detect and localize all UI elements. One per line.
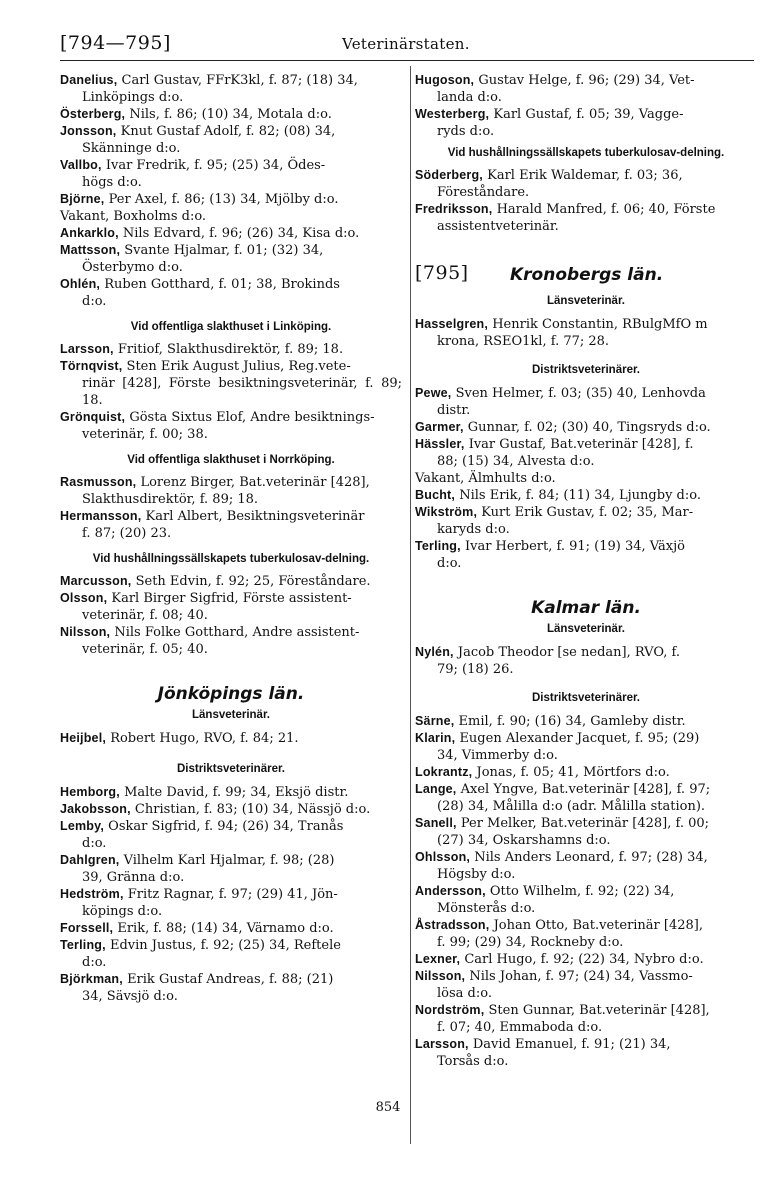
directory-entry <box>415 419 757 436</box>
entry-continuation: landa d:o. <box>437 90 502 105</box>
entry-surname: Jakobsson, <box>60 802 131 816</box>
entry-continuation: Skänninge d:o. <box>82 141 181 156</box>
entry-details: Ivar Herbert, f. 91; (19) 34, Växjö <box>460 539 685 554</box>
entry-details: David Emanuel, f. 91; (21) 34, <box>468 1037 671 1052</box>
entry-details: Robert Hugo, RVO, f. 84; 21. <box>106 731 299 746</box>
subsection-heading: Distriktsveterinärer. <box>531 692 641 704</box>
entry-details: Vakant, Älmhults d:o. <box>415 471 556 486</box>
county-heading: Kronobergs län. <box>510 265 664 285</box>
entry-list <box>415 385 757 572</box>
entry-continuation: d:o. <box>82 955 107 970</box>
entry-details: Lorenz Birger, Bat.veterinär [428], <box>136 475 370 490</box>
entry-continuation: 34, Vimmerby d:o. <box>437 748 558 763</box>
directory-entry <box>60 590 402 624</box>
county-heading: Kalmar län. <box>531 598 641 618</box>
entry-details: Sten Erik August Julius, Reg.vete- <box>122 359 351 374</box>
directory-entry <box>60 624 402 658</box>
entry-details: Vilhelm Karl Hjalmar, f. 98; (28) <box>119 853 335 868</box>
directory-entry <box>60 123 402 157</box>
directory-entry <box>415 815 757 849</box>
entry-continuation: 39, Gränna d:o. <box>82 870 185 885</box>
right-column <box>415 72 757 1070</box>
section-heading: Vid offentliga slakthuset i Linköping. <box>130 321 332 333</box>
entry-surname: Hugoson, <box>415 73 475 87</box>
directory-entry <box>60 242 402 276</box>
directory-entry <box>415 968 757 1002</box>
entry-surname: Bucht, <box>415 488 456 502</box>
running-title: Veterinärstaten. <box>342 35 470 53</box>
entry-surname: Andersson, <box>415 884 486 898</box>
entry-continuation: Österbymo d:o. <box>82 260 183 275</box>
entry-surname: Björkman, <box>60 972 123 986</box>
entry-details: Oskar Sigfrid, f. 94; (26) 34, Tranås <box>104 819 344 834</box>
directory-entry <box>415 436 757 470</box>
entry-surname: Marcusson, <box>60 574 132 588</box>
page-header <box>60 32 754 62</box>
entry-details: Seth Edvin, f. 92; 25, Föreståndare. <box>131 574 371 589</box>
entry-details: Christian, f. 83; (10) 34, Nässjö d:o. <box>130 802 371 817</box>
entry-details: Erik Gustaf Andreas, f. 88; (21) <box>122 972 334 987</box>
entry-surname: Westerberg, <box>415 107 490 121</box>
directory-entry <box>415 781 757 815</box>
entry-surname: Lokrantz, <box>415 765 473 779</box>
directory-entry <box>60 886 402 920</box>
entry-continuation: krona, RSEO1kl, f. 77; 28. <box>437 334 610 349</box>
directory-entry <box>60 784 402 801</box>
column-divider <box>410 66 411 1144</box>
directory-entry <box>60 157 402 191</box>
directory-entry <box>60 971 402 1005</box>
entry-details: Ivar Fredrik, f. 95; (25) 34, Ödes- <box>101 158 326 173</box>
entry-surname: Sanell, <box>415 816 457 830</box>
entry-details: Sten Gunnar, Bat.veterinär [428], <box>484 1003 710 1018</box>
entry-surname: Larsson, <box>60 342 114 356</box>
entry-details: Otto Wilhelm, f. 92; (22) 34, <box>485 884 675 899</box>
entry-details: Nils Erik, f. 84; (11) 34, Ljungby d:o. <box>455 488 701 503</box>
subsection-heading: Länsveterinär. <box>547 623 625 635</box>
entry-list <box>60 474 402 542</box>
directory-entry <box>415 167 757 201</box>
entry-continuation: veterinär, f. 00; 38. <box>82 427 208 442</box>
entry-surname: Åstradsson, <box>415 918 490 932</box>
entry-list <box>415 713 757 1070</box>
entry-surname: Larsson, <box>415 1037 469 1051</box>
entry-surname: Ohlsson, <box>415 850 471 864</box>
entry-details: Karl Albert, Besiktningsveterinär <box>141 509 365 524</box>
entry-continuation: d:o. <box>437 556 462 571</box>
subsection-heading: Distriktsveterinärer. <box>176 763 286 775</box>
entry-continuation: assistentveterinär. <box>437 219 559 234</box>
entry-details: Edvin Justus, f. 92; (25) 34, Reftele <box>105 938 341 953</box>
entry-details: Carl Hugo, f. 92; (22) 34, Nybro d:o. <box>460 952 704 967</box>
directory-entry <box>415 644 757 678</box>
entry-details: Svante Hjalmar, f. 01; (32) 34, <box>120 243 324 258</box>
entry-details: Henrik Constantin, RBulgMfO m <box>488 317 708 332</box>
entry-surname: Hemborg, <box>60 785 120 799</box>
entry-continuation: Torsås d:o. <box>437 1054 509 1069</box>
entry-details: Erik, f. 88; (14) 34, Värnamo d:o. <box>113 921 334 936</box>
section-heading: Vid hushållningssällskapets tuberkulosav-delning. <box>447 147 725 159</box>
entry-continuation: 34, Sävsjö d:o. <box>82 989 178 1004</box>
directory-entry <box>60 508 402 542</box>
entry-details: Nils Folke Gotthard, Andre assistent- <box>110 625 360 640</box>
entry-surname: Nilsson, <box>60 625 111 639</box>
entry-continuation: köpings d:o. <box>82 904 163 919</box>
entry-continuation: högs d:o. <box>82 175 142 190</box>
page-range: [794—795] <box>60 32 171 54</box>
entry-list <box>60 341 402 443</box>
directory-entry <box>415 730 757 764</box>
entry-continuation: d:o. <box>82 836 107 851</box>
entry-details: Nils Anders Leonard, f. 97; (28) 34, <box>470 850 708 865</box>
county-heading-row <box>415 262 757 289</box>
entry-surname: Hasselgren, <box>415 317 489 331</box>
section-heading: Vid offentliga slakthuset i Norrköping. <box>127 454 335 466</box>
entry-details: Per Axel, f. 86; (13) 34, Mjölby d:o. <box>104 192 339 207</box>
page-marker: [795] <box>415 262 469 284</box>
entry-surname: Ohlén, <box>60 277 101 291</box>
directory-entry <box>415 883 757 917</box>
entry-list <box>60 784 402 1005</box>
entry-details: Fritiof, Slakthusdirektör, f. 89; 18. <box>113 342 344 357</box>
entry-surname: Lange, <box>415 782 457 796</box>
entry-details: Karl Gustaf, f. 05; 39, Vagge- <box>489 107 684 122</box>
entry-details: Ruben Gotthard, f. 01; 38, Brokinds <box>100 277 340 292</box>
entry-surname: Garmer, <box>415 420 464 434</box>
entry-surname: Hässler, <box>415 437 465 451</box>
entry-continuation: f. 07; 40, Emmaboda d:o. <box>437 1020 603 1035</box>
entry-surname: Lemby, <box>60 819 105 833</box>
entry-continuation: distr. <box>437 403 471 418</box>
entry-continuation: Linköpings d:o. <box>82 90 184 105</box>
entry-details: Karl Erik Waldemar, f. 03; 36, <box>483 168 683 183</box>
entry-surname: Särne, <box>415 714 455 728</box>
directory-entry <box>415 504 757 538</box>
subsection-heading: Länsveterinär. <box>192 709 270 721</box>
entry-surname: Nilsson, <box>415 969 466 983</box>
directory-entry <box>415 470 757 487</box>
entry-surname: Grönquist, <box>60 410 126 424</box>
entry-details: Sven Helmer, f. 03; (35) 40, Lenhovda <box>451 386 706 401</box>
entry-list <box>60 72 402 310</box>
entry-surname: Danelius, <box>60 73 118 87</box>
directory-entry <box>415 72 757 106</box>
entry-list <box>60 573 402 658</box>
entry-details: Emil, f. 90; (16) 34, Gamleby distr. <box>454 714 686 729</box>
directory-entry <box>60 358 402 409</box>
entry-details: Ivar Gustaf, Bat.veterinär [428], f. <box>464 437 694 452</box>
entry-surname: Olsson, <box>60 591 108 605</box>
entry-details: Malte David, f. 99; 34, Eksjö distr. <box>119 785 349 800</box>
entry-continuation: Högsby d:o. <box>437 867 516 882</box>
directory-entry <box>60 852 402 886</box>
entry-surname: Nordström, <box>415 1003 485 1017</box>
directory-entry <box>60 341 402 358</box>
entry-details: Gösta Sixtus Elof, Andre besiktnings- <box>125 410 375 425</box>
entry-continuation: f. 99; (29) 34, Rockneby d:o. <box>437 935 624 950</box>
entry-details: Per Melker, Bat.veterinär [428], f. 00; <box>456 816 710 831</box>
entry-details: Karl Birger Sigfrid, Förste assistent- <box>107 591 352 606</box>
entry-surname: Klarin, <box>415 731 456 745</box>
entry-details: Knut Gustaf Adolf, f. 82; (08) 34, <box>116 124 336 139</box>
directory-entry <box>415 316 757 350</box>
entry-list <box>415 72 757 140</box>
entry-continuation: veterinär, f. 05; 40. <box>82 642 208 657</box>
county-heading: Jönköpings län. <box>157 684 305 704</box>
entry-continuation: lösa d:o. <box>437 986 492 1001</box>
directory-entry <box>415 951 757 968</box>
entry-surname: Fredriksson, <box>415 202 493 216</box>
entry-surname: Dahlgren, <box>60 853 120 867</box>
entry-continuation: Slakthusdirektör, f. 89; 18. <box>82 492 259 507</box>
entry-details: Fritz Ragnar, f. 97; (29) 41, Jön- <box>123 887 338 902</box>
entry-surname: Heijbel, <box>60 731 107 745</box>
entry-surname: Jonsson, <box>60 124 117 138</box>
entry-surname: Terling, <box>60 938 106 952</box>
directory-entry <box>60 801 402 818</box>
entry-continuation: (27) 34, Oskarshamns d:o. <box>437 833 611 848</box>
entry-surname: Hermansson, <box>60 509 142 523</box>
entry-surname: Lexner, <box>415 952 461 966</box>
entry-surname: Vallbo, <box>60 158 102 172</box>
directory-entry <box>60 573 402 590</box>
entry-surname: Pewe, <box>415 386 452 400</box>
subsection-heading: Länsveterinär. <box>547 295 625 307</box>
entry-continuation: f. 87; (20) 23. <box>82 526 172 541</box>
entry-continuation: d:o. <box>82 294 107 309</box>
entry-list <box>60 730 402 747</box>
entry-surname: Rasmusson, <box>60 475 137 489</box>
entry-details: Axel Yngve, Bat.veterinär [428], f. 97; <box>456 782 711 797</box>
directory-entry <box>60 72 402 106</box>
directory-entry <box>415 713 757 730</box>
directory-entry <box>60 730 402 747</box>
directory-entry <box>415 538 757 572</box>
entry-details: Kurt Erik Gustav, f. 02; 35, Mar- <box>477 505 694 520</box>
entry-continuation: (28) 34, Målilla d:o (adr. Målilla station). <box>437 799 706 814</box>
entry-details: Jonas, f. 05; 41, Mörtfors d:o. <box>472 765 670 780</box>
entry-surname: Törnqvist, <box>60 359 123 373</box>
page-number: 854 <box>375 1100 401 1115</box>
entry-surname: Mattsson, <box>60 243 121 257</box>
directory-entry <box>60 106 402 123</box>
entry-details: Nils Johan, f. 97; (24) 34, Vassmo- <box>465 969 693 984</box>
directory-entry <box>60 818 402 852</box>
directory-entry <box>60 208 402 225</box>
entry-details: Nils, f. 86; (10) 34, Motala d:o. <box>125 107 332 122</box>
entry-surname: Hedström, <box>60 887 124 901</box>
entry-continuation: ryds d:o. <box>437 124 495 139</box>
left-column <box>60 72 402 1005</box>
directory-entry <box>60 191 402 208</box>
entry-details: Eugen Alexander Jacquet, f. 95; (29) <box>455 731 700 746</box>
entry-continuation: Mönsterås d:o. <box>437 901 536 916</box>
entry-continuation: Föreståndare. <box>437 185 530 200</box>
directory-entry <box>415 1002 757 1036</box>
entry-continuation: karyds d:o. <box>437 522 510 537</box>
entry-surname: Ankarklo, <box>60 226 119 240</box>
entry-details: Nils Edvard, f. 96; (26) 34, Kisa d:o. <box>118 226 360 241</box>
directory-entry <box>60 920 402 937</box>
entry-surname: Forssell, <box>60 921 114 935</box>
directory-entry <box>60 225 402 242</box>
directory-entry <box>415 849 757 883</box>
entry-continuation: 88; (15) 34, Alvesta d:o. <box>437 454 595 469</box>
entry-continuation: 79; (18) 26. <box>437 662 514 677</box>
entry-continuation: rinär [428], Förste besiktningsveterinär, f. 89; 18. <box>82 376 402 408</box>
entry-continuation: veterinär, f. 08; 40. <box>82 608 208 623</box>
entry-surname: Nylén, <box>415 645 454 659</box>
entry-surname: Terling, <box>415 539 461 553</box>
entry-details: Johan Otto, Bat.veterinär [428], <box>489 918 703 933</box>
directory-entry <box>415 201 757 235</box>
directory-entry <box>415 487 757 504</box>
directory-entry <box>60 474 402 508</box>
directory-entry <box>415 917 757 951</box>
directory-entry <box>60 409 402 443</box>
section-heading: Vid hushållningssällskapets tuberkulosav-delning. <box>92 553 370 565</box>
entry-list <box>415 644 757 678</box>
directory-entry <box>415 764 757 781</box>
entry-surname: Wikström, <box>415 505 478 519</box>
directory-entry <box>415 106 757 140</box>
directory-entry <box>415 1036 757 1070</box>
entry-list <box>415 316 757 350</box>
directory-entry <box>60 276 402 310</box>
entry-surname: Björne, <box>60 192 105 206</box>
entry-details: Jacob Theodor [se nedan], RVO, f. <box>453 645 680 660</box>
entry-surname: Söderberg, <box>415 168 483 182</box>
header-rule <box>60 60 754 61</box>
entry-details: Harald Manfred, f. 06; 40, Förste <box>492 202 716 217</box>
entry-details: Gunnar, f. 02; (30) 40, Tingsryds d:o. <box>463 420 711 435</box>
entry-surname: Österberg, <box>60 107 126 121</box>
directory-entry <box>415 385 757 419</box>
entry-details: Gustav Helge, f. 96; (29) 34, Vet- <box>474 73 695 88</box>
entry-details: Carl Gustav, FFrK3kl, f. 87; (18) 34, <box>117 73 358 88</box>
subsection-heading: Distriktsveterinärer. <box>531 364 641 376</box>
entry-list <box>415 167 757 235</box>
directory-entry <box>60 937 402 971</box>
entry-details: Vakant, Boxholms d:o. <box>60 209 207 224</box>
